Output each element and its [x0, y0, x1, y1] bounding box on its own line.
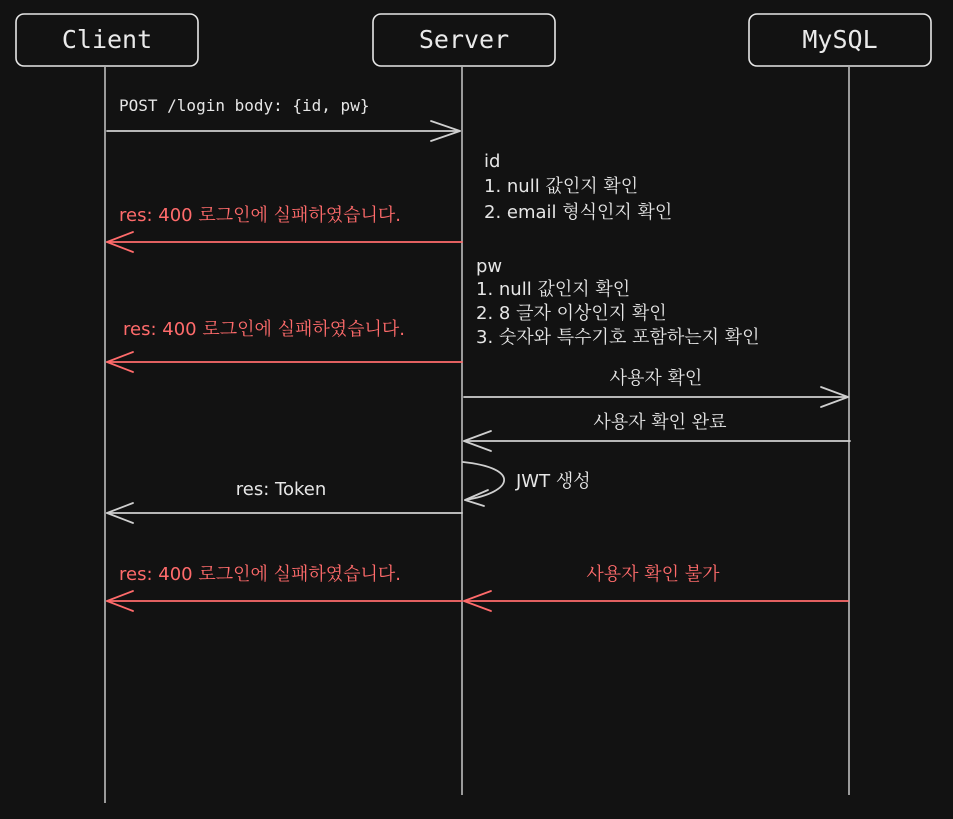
message-fail-1: [107, 204, 462, 252]
note-id-check: [484, 151, 672, 223]
id-check-item-1: 1. null 값인지 확인: [484, 176, 639, 197]
actor-client-label: Client: [61, 25, 153, 54]
actor-client: [16, 14, 198, 66]
note-pw-check: [476, 256, 760, 348]
actor-mysql: [749, 14, 931, 66]
actor-server-label: Server: [418, 25, 510, 54]
user-check-done-label: 사용자 확인 완료: [593, 412, 727, 433]
id-check-item-2: 2. email 형식인지 확인: [484, 202, 673, 223]
pw-check-item-2: 2. 8 글자 이상인지 확인: [476, 303, 667, 324]
jwt-create-label: JWT 생성: [516, 471, 591, 492]
actor-mysql-label: MySQL: [802, 25, 878, 54]
fail-1-label: res: 400 로그인에 실패하였습니다.: [119, 205, 402, 226]
id-check-title: id: [484, 151, 501, 172]
message-fail-3: [107, 563, 462, 611]
jwt-self-loop: [463, 462, 504, 500]
message-jwt-create: [463, 462, 591, 506]
fail-2-label: res: 400 로그인에 실패하였습니다.: [123, 319, 406, 340]
message-user-check: [464, 367, 848, 407]
message-user-check-done: [464, 411, 850, 451]
message-login-request: [107, 96, 460, 141]
actor-server: [373, 14, 555, 66]
login-request-label: POST /login body: {id, pw}: [119, 96, 370, 115]
pw-check-title: pw: [476, 256, 503, 277]
user-check-label: 사용자 확인: [609, 368, 703, 389]
message-token-response: [107, 479, 462, 523]
message-fail-2: [107, 318, 462, 372]
token-response-label: res: Token: [235, 479, 327, 500]
fail-3-label: res: 400 로그인에 실패하였습니다.: [119, 564, 402, 585]
pw-check-item-3: 3. 숫자와 특수기호 포함하는지 확인: [476, 327, 760, 348]
message-user-check-fail: [464, 563, 848, 611]
pw-check-item-1: 1. null 값인지 확인: [476, 279, 631, 300]
user-check-fail-label: 사용자 확인 불가: [586, 564, 720, 585]
